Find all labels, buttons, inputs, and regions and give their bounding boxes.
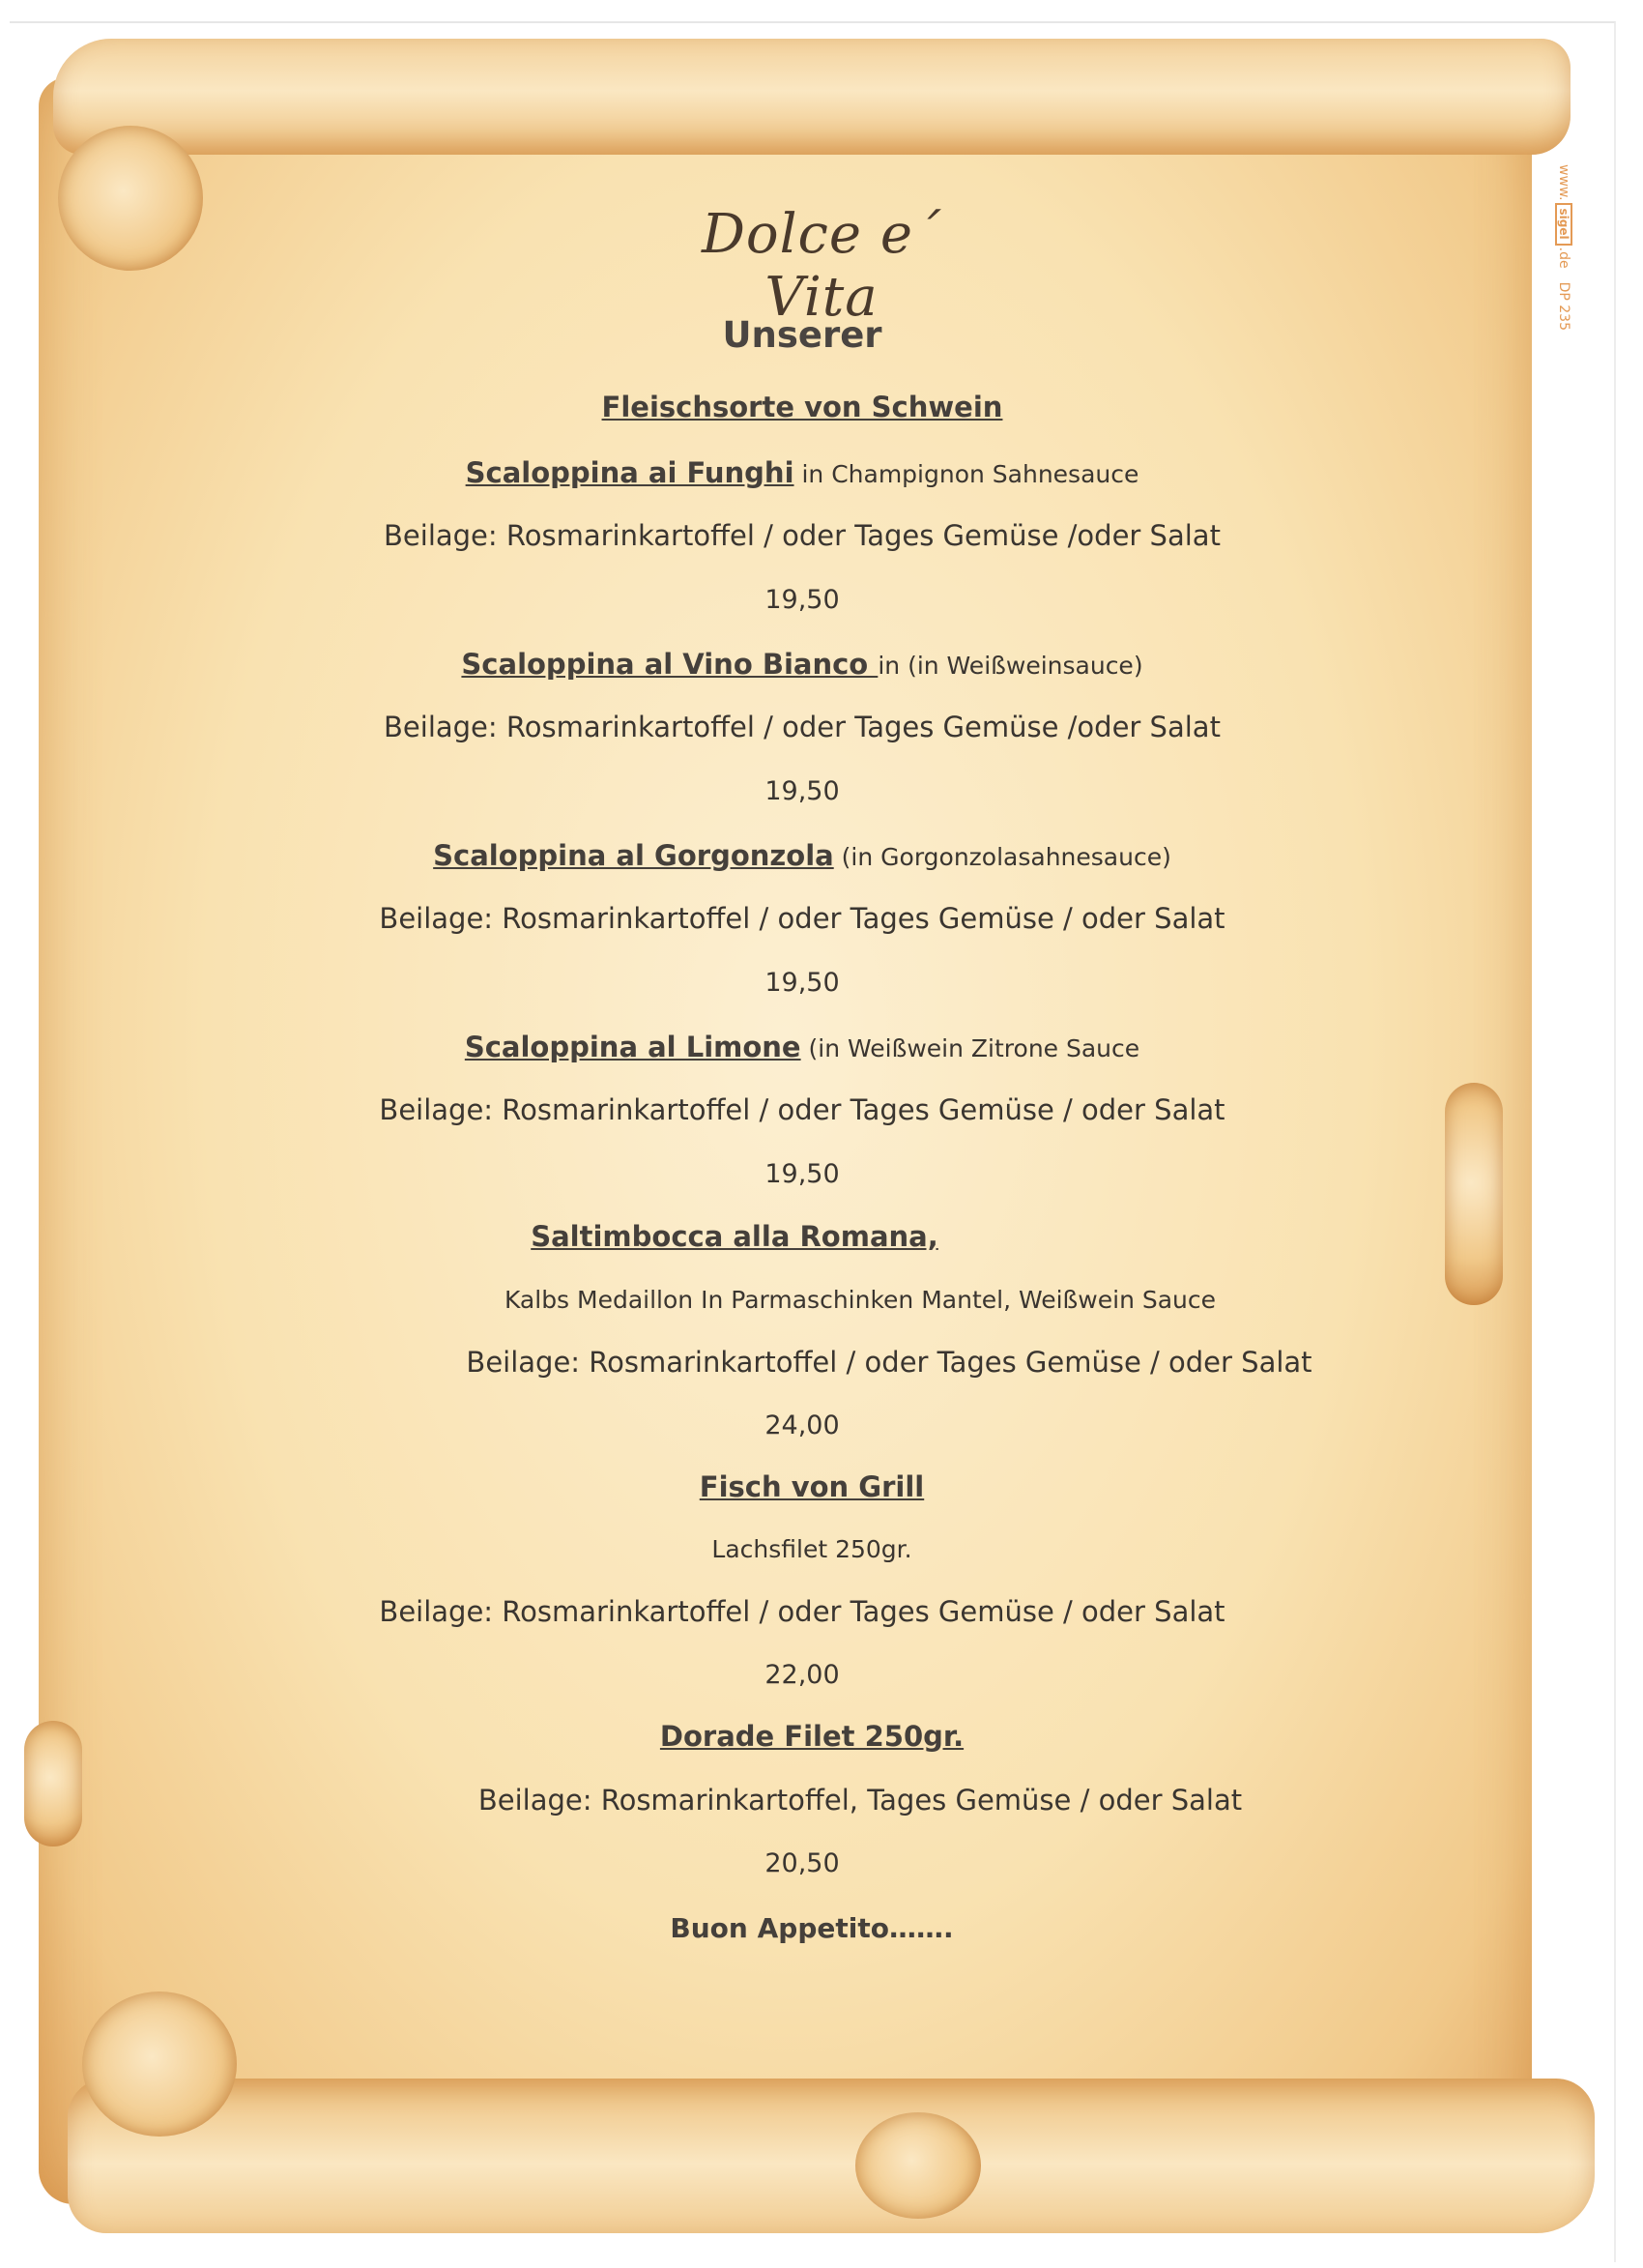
menu-item bbox=[0, 456, 1624, 489]
dish-price: 22,00 bbox=[764, 1660, 840, 1690]
menu-item bbox=[0, 648, 1624, 681]
side-dish-line: Beilage: Rosmarinkartoffel, Tages Gemüse / oder Salat bbox=[477, 1784, 1243, 1817]
dish-name: Saltimbocca alla Romana, bbox=[531, 1220, 938, 1253]
dish-description: (in Gorgonzolasahnesauce) bbox=[833, 843, 1171, 871]
stamp-prefix: www. bbox=[1556, 164, 1571, 201]
menu-item bbox=[0, 1031, 1624, 1063]
stamp-brand: sigel bbox=[1555, 203, 1572, 246]
side-dish-line: Beilage: Rosmarinkartoffel / oder Tages Gemüse / oder Salat bbox=[379, 1595, 1225, 1628]
dish-description: Kalbs Medaillon In Parmaschinken Mantel, Weißwein Sauce bbox=[504, 1286, 1217, 1314]
side-dish-line: Beilage: Rosmarinkartoffel / oder Tages Gemüse / oder Salat bbox=[466, 1346, 1312, 1379]
dish-name: Scaloppina al Limone bbox=[464, 1031, 801, 1063]
restaurant-logo: Dolce e´ Vita bbox=[702, 203, 941, 329]
dish-price: 19,50 bbox=[764, 1159, 840, 1189]
dish-price: 24,00 bbox=[764, 1410, 840, 1440]
stamp-suffix: .de bbox=[1556, 247, 1571, 269]
dish-description: in Champignon Sahnesauce bbox=[793, 460, 1139, 488]
dish-name: Dorade Filet 250gr. bbox=[659, 1720, 965, 1753]
dish-price: 19,50 bbox=[764, 585, 840, 615]
menu-item bbox=[0, 839, 1624, 872]
side-dish-line: Beilage: Rosmarinkartoffel / oder Tages Gemüse / oder Salat bbox=[379, 1093, 1225, 1126]
menu-title: Unserer bbox=[722, 314, 882, 356]
dish-name: Scaloppina al Gorgonzola bbox=[433, 839, 834, 872]
dish-name: Lachsfilet 250gr. bbox=[711, 1535, 912, 1563]
section-heading-pork: Fleischsorte von Schwein bbox=[601, 391, 1003, 423]
section-heading-fish: Fisch von Grill bbox=[699, 1470, 925, 1503]
dish-name: Scaloppina al Vino Bianco bbox=[461, 648, 879, 681]
side-dish-line: Beilage: Rosmarinkartoffel / oder Tages Gemüse / oder Salat bbox=[379, 902, 1225, 935]
stamp-code: DP 235 bbox=[1556, 281, 1571, 331]
dish-description: (in Weißwein Zitrone Sauce bbox=[800, 1034, 1140, 1062]
side-dish-line: Beilage: Rosmarinkartoffel / oder Tages Gemüse /oder Salat bbox=[384, 711, 1221, 743]
dish-price: 19,50 bbox=[764, 968, 840, 998]
dish-name: Scaloppina ai Funghi bbox=[465, 456, 794, 489]
closing-greeting: Buon Appetito……. bbox=[670, 1912, 954, 1944]
dish-price: 19,50 bbox=[764, 776, 840, 806]
dish-price: 20,50 bbox=[764, 1848, 840, 1878]
dish-description: in (in Weißweinsauce) bbox=[878, 652, 1143, 680]
side-dish-line: Beilage: Rosmarinkartoffel / oder Tages Gemüse /oder Salat bbox=[384, 519, 1221, 552]
